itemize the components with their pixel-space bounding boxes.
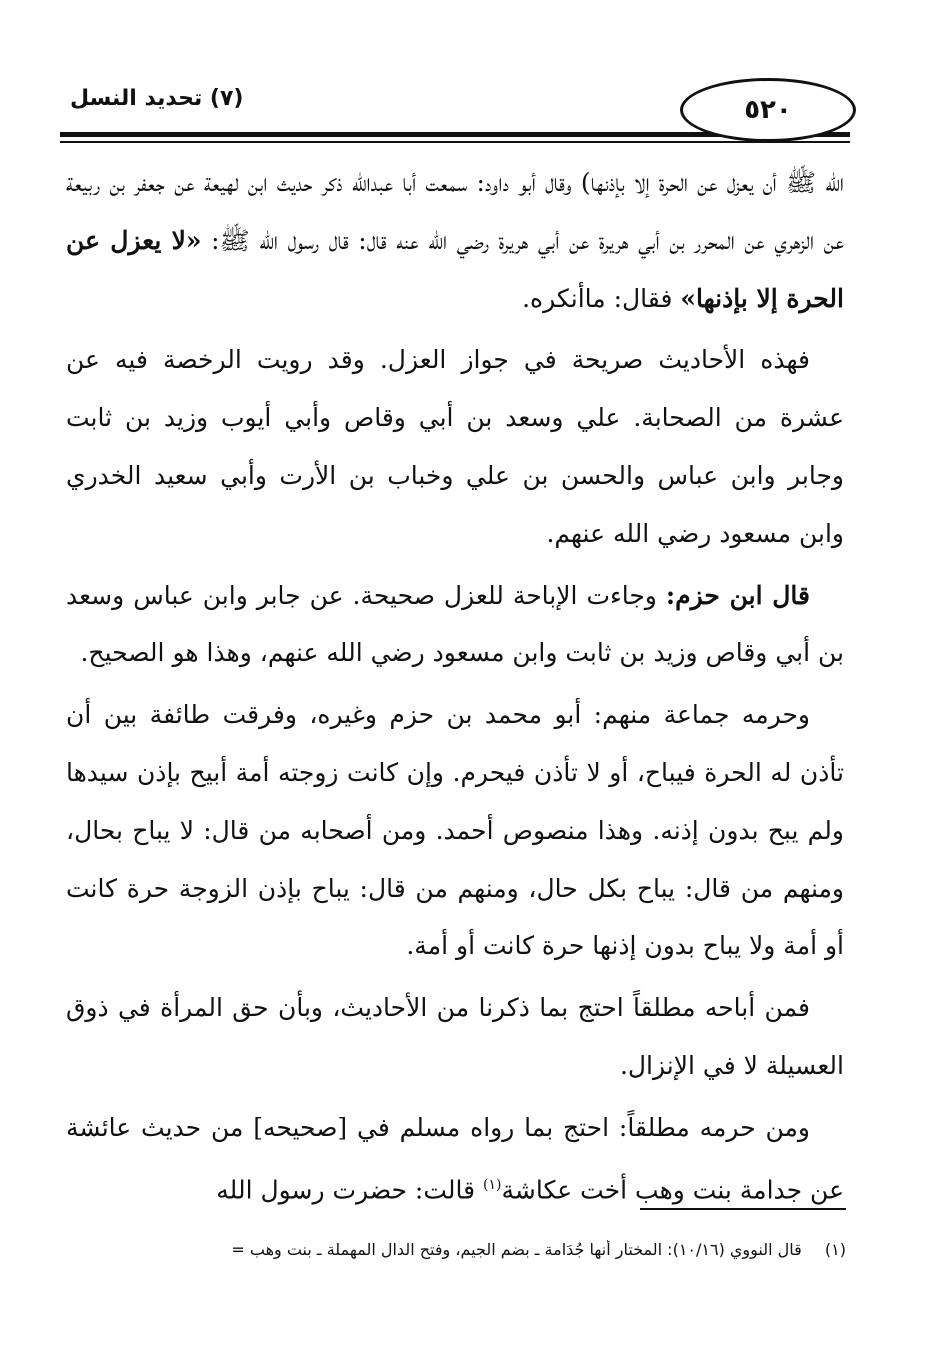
footnote-rule (640, 1208, 846, 1210)
hadith-quote: «لا يعزل عن الحرة إلا بإذنها» (66, 225, 844, 313)
page-number: ٥٢٠ (744, 95, 792, 125)
paragraph-text: فهذه الأحاديث صريحة في جواز العزل. وقد رويت الرخصة فيه عن عشرة من الصحابة. علي وسعد بن أبي وقاص وأبي أيوب وزيد بن ثابت وجابر وابن عباس والحسن بن علي وخباب بن الأرت وأبي سعيد الخدري وابن مسعود رضي الله عنهم. (66, 345, 844, 548)
paragraph (66, 979, 844, 1095)
header-rule-thin (60, 141, 850, 143)
page-number-oval (680, 78, 856, 142)
paragraph-text: وحرمه جماعة منهم: أبو محمد بن حزم وغيره، وفرقت طائفة بين أن تأذن له الحرة فيباح، أو لا تأذن فيحرم. وإن كانت زوجته أمة أبيح بإذن سيدها ولم يبح بدون إذنه. وهذا منصوص أحمد. ومن أصحابه من قال: لا يباح بحال، ومنهم من قال: يباح بكل حال، ومنهم من قال: يباح بإذن الزوجة حرة كانت أو أمة ولا يباح بدون إذنها حرة كانت أو أمة. (66, 700, 844, 961)
body-text (66, 154, 844, 1223)
running-title: (٧) تحديد النسل (70, 86, 244, 111)
footnote-reference[interactable]: (١) (483, 1176, 502, 1193)
footnote (56, 1240, 846, 1259)
paragraph (66, 567, 844, 683)
paragraph-tail: قالت: حضرت رسول الله (216, 1174, 484, 1204)
page-header (60, 70, 850, 150)
paragraph-text: وجاءت الإباحة للعزل صحيحة. عن جابر وابن عباس وسعد بن أبي وقاص وزيد بن ثابت وابن مسعود رضي الله عنهم، وهذا هو الصحيح. (66, 580, 844, 668)
paragraph-text: الله ﷺ أن يعزل عن الحرة إلا بإذنها) وقال أبو داود: سمعت أبا عبدالله ذكر حديث ابن لهيعة عن جعفر بن ربيعة عن الزهري عن المحرر بن أبي هريرة عن أبي هريرة رضي الله عنه قال: قال رسول الله ﷺ: (66, 168, 845, 255)
paragraph (66, 686, 844, 975)
paragraph-text: ومن حرمه مطلقاً: احتج بما رواه مسلم في [صحيحه] من حديث عائشة عن جدامة بنت وهب أخت عكاشة (66, 1112, 844, 1204)
footnote-text: قال النووي (١٠/١٦): المختار أنها جُدَامة ـ بضم الجيم، وفتح الدال المهملة ـ بنت وهب = (231, 1240, 802, 1259)
footnote-marker: (١) (824, 1240, 846, 1259)
paragraph (66, 1099, 844, 1219)
paragraph-text: فمن أباحه مطلقاً احتج بما ذكرنا من الأحاديث، وبأن حق المرأة في ذوق العسيلة لا في الإنزال. (66, 993, 844, 1080)
paragraph (66, 331, 844, 562)
paragraph (66, 154, 844, 327)
paragraph-tail: فقال: ماأنكره. (522, 283, 681, 313)
paragraph-lead: قال ابن حزم: (665, 580, 810, 610)
